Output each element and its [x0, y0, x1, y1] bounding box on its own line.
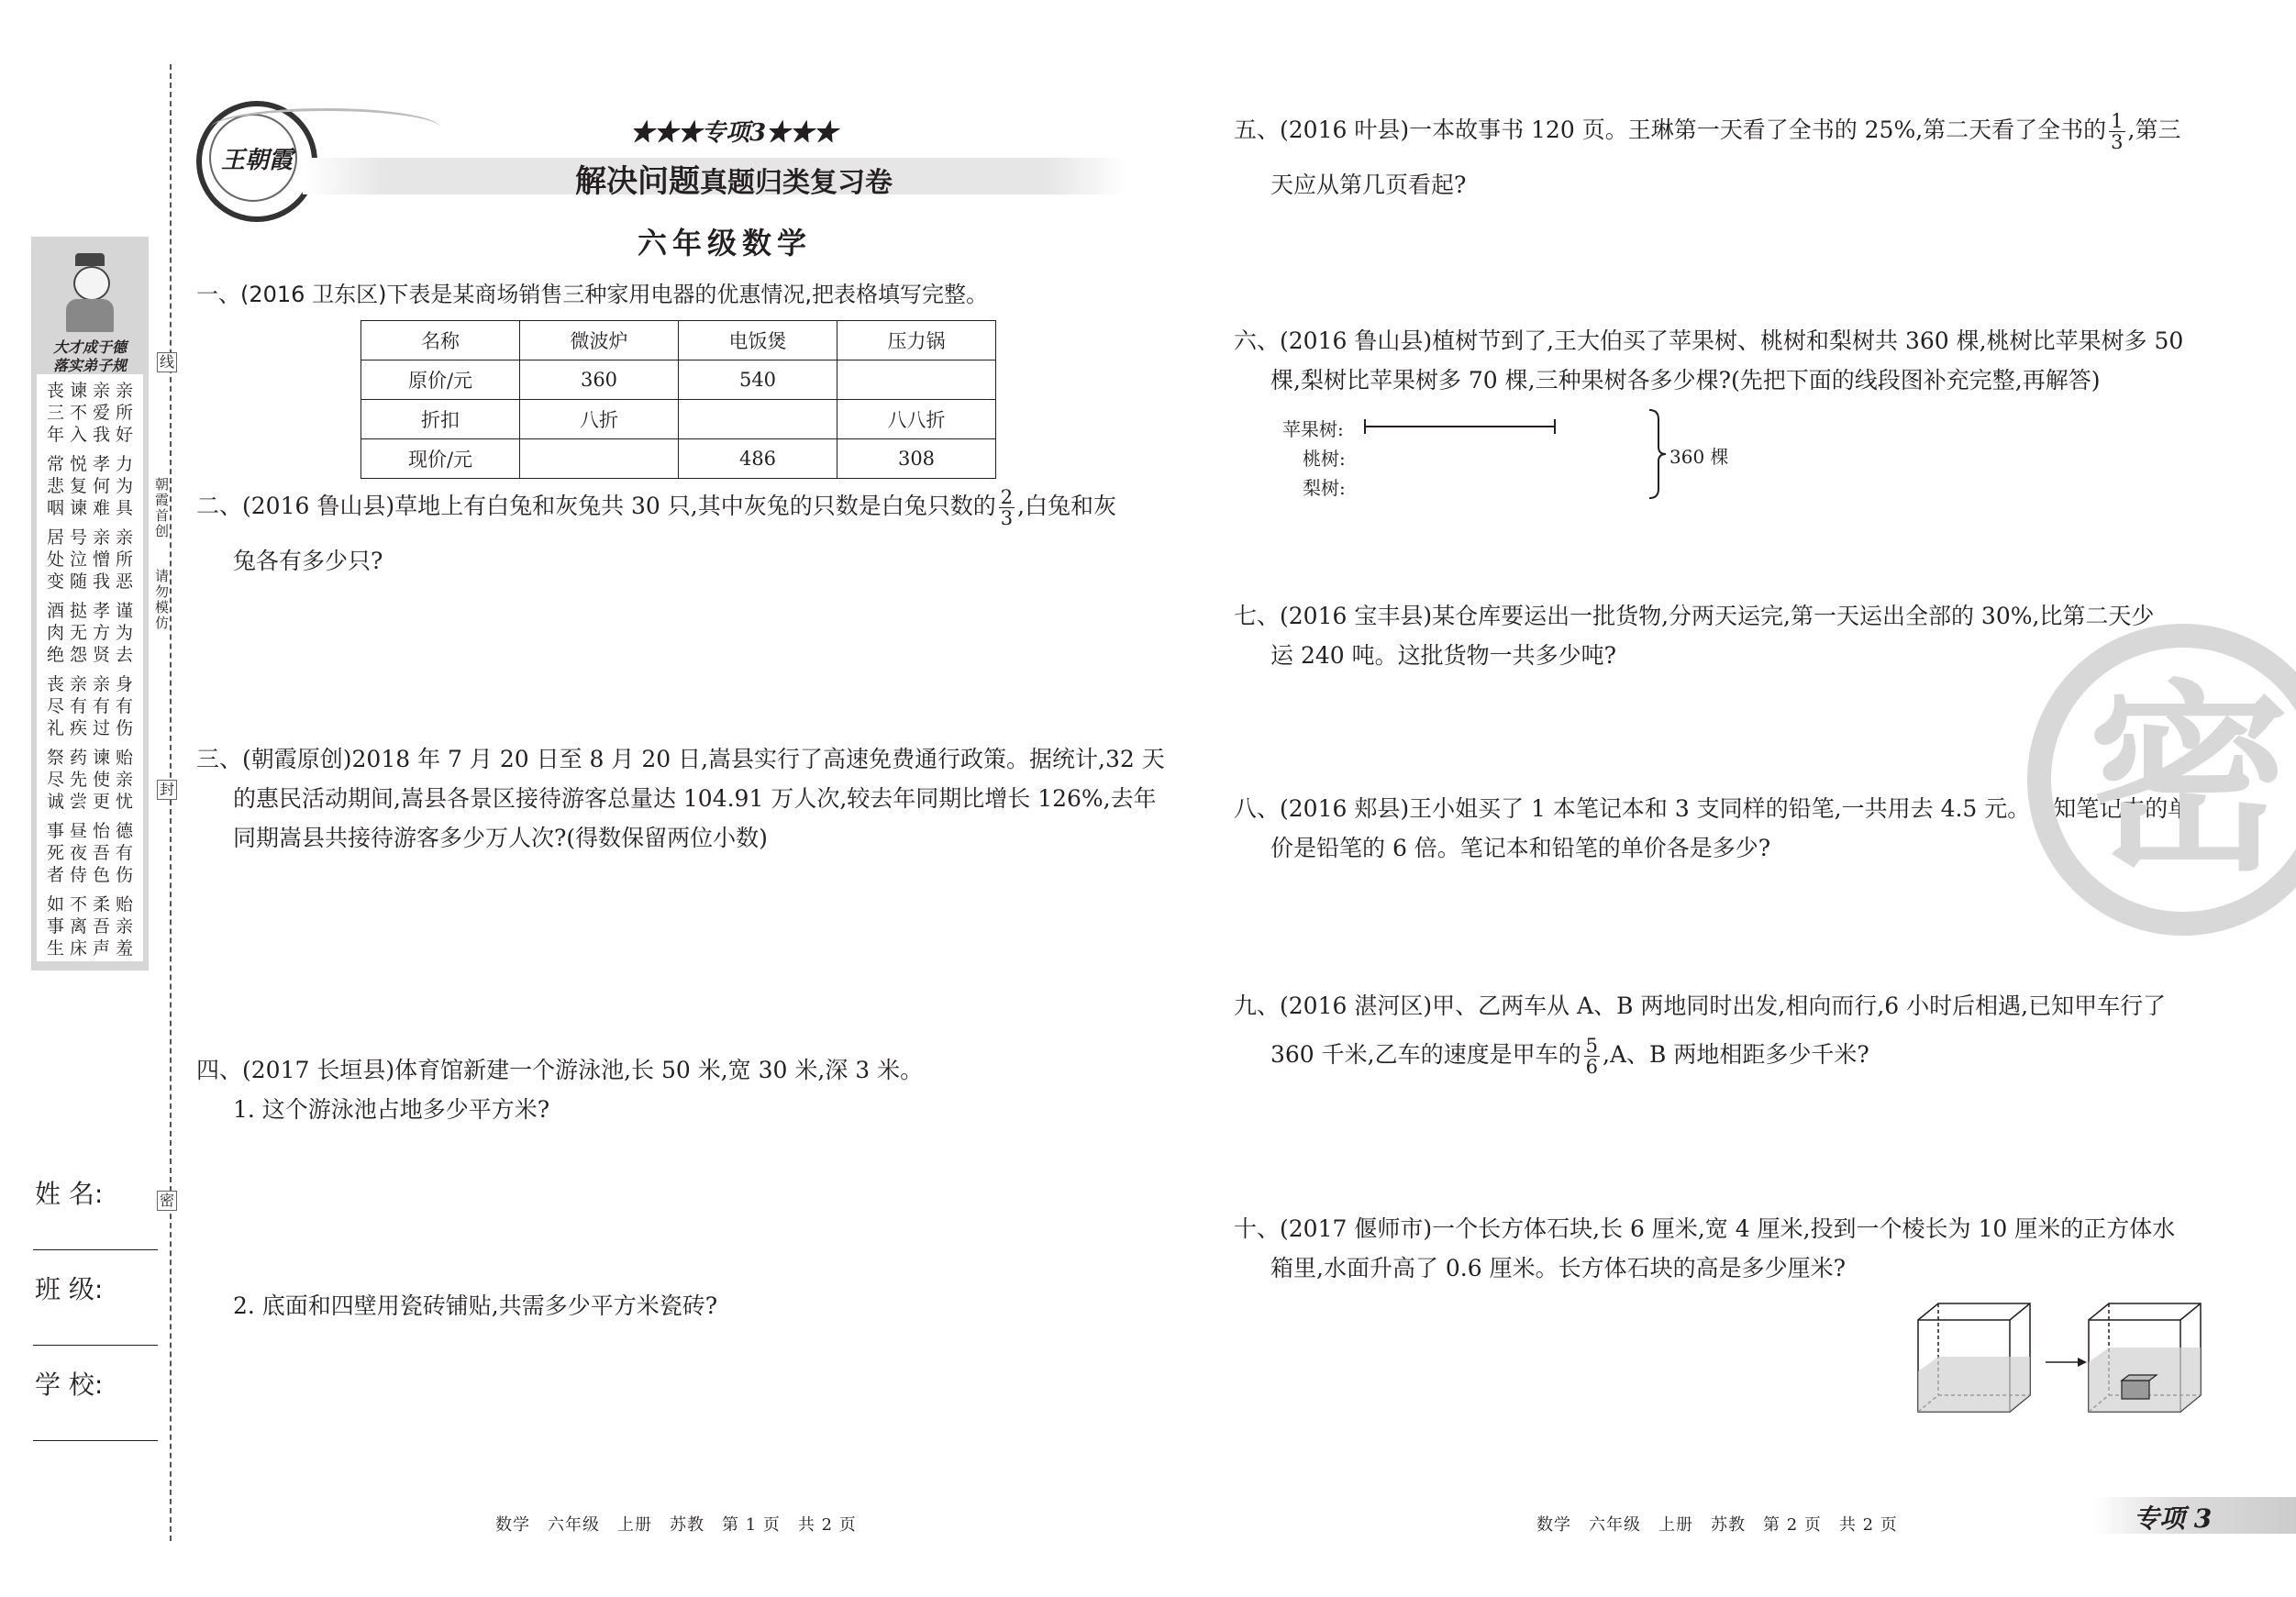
poem-char: 不: [69, 894, 87, 915]
poem-char: 夜: [69, 843, 87, 863]
poem-char: 随: [69, 571, 87, 592]
poem-char: 悲: [46, 476, 64, 496]
question-4-sub2: 2. 底面和四壁用瓷砖铺贴,共需多少平方米瓷砖?: [233, 1292, 718, 1319]
table-row: [361, 400, 996, 439]
poem-block: [44, 747, 136, 813]
poem-char: 德: [115, 821, 133, 841]
scholar-figure-icon: [62, 253, 117, 334]
copyright-vertical-2: 请勿模仿: [153, 569, 170, 631]
question-4-head: 四、(2017 长垣县)体育馆新建一个游泳池,长 50 米,宽 30 米,深 3 米。: [196, 1057, 924, 1083]
table-cell: 540: [679, 360, 837, 400]
poem-char: 有: [115, 843, 133, 863]
poem-char: 忧: [115, 792, 133, 812]
poem-char: 谏: [69, 498, 87, 518]
poem-char: 孝: [92, 601, 110, 621]
poem-block: [44, 380, 136, 446]
poem-char: 者: [46, 865, 64, 885]
question-8-line2: 价是铅笔的 6 倍。笔记本和铅笔的单价各是多少?: [1270, 835, 1771, 861]
title-rest: 真题归类复习卷: [700, 167, 893, 199]
class-field[interactable]: [33, 1345, 158, 1346]
poem-char: 去: [115, 645, 133, 665]
question-5-line2: 天应从第几页看起?: [1270, 172, 1467, 198]
poem-char: 羞: [115, 938, 133, 959]
question-5: [1234, 110, 2180, 152]
class-label: 班 级:: [35, 1274, 104, 1304]
poem-char: 丧: [46, 381, 64, 401]
poem-block: [44, 673, 136, 739]
total-brace: [1649, 410, 1666, 498]
poem-block: [44, 453, 136, 519]
table-cell: 微波炉: [520, 321, 679, 360]
poem-char: 尽: [46, 770, 64, 790]
table-cell: 486: [679, 439, 837, 479]
poem-char: 肉: [46, 623, 64, 643]
table-row: [361, 360, 996, 400]
question-10-line2: 箱里,水面升高了 0.6 厘米。长方体石块的高是多少厘米?: [1270, 1255, 1847, 1281]
poem-char: 入: [69, 425, 87, 445]
question-9: [1270, 1035, 1869, 1077]
poem-char: 诚: [46, 792, 64, 812]
poem-char: 先: [69, 770, 87, 790]
question-9-text-b: ,A、B 两地相距多少千米?: [1603, 1041, 1869, 1068]
question-2-fraction: [999, 487, 1015, 528]
poem-char: 伤: [115, 718, 133, 738]
poem-char: 更: [92, 792, 110, 812]
header-swoosh: [211, 108, 440, 148]
poem-char: 泣: [69, 549, 87, 570]
poem-char: 亲: [115, 527, 133, 548]
poem-char: 怡: [92, 821, 110, 841]
question-5-text-a: 五、(2016 叶县)一本故事书 120 页。王琳第一天看了全书的 25%,第二天看了全书的: [1234, 116, 2107, 143]
table-cell: 压力锅: [837, 321, 996, 360]
school-label: 学 校:: [35, 1370, 104, 1400]
table-cell: 名称: [361, 321, 520, 360]
question-10-line1: 十、(2017 偃师市)一个长方体石块,长 6 厘米,宽 4 厘米,投到一个棱长为 10 厘米的正方体水: [1234, 1215, 2176, 1242]
poem-char: 号: [69, 527, 87, 548]
poem-block: [44, 820, 136, 886]
poem-char: 疾: [69, 718, 87, 738]
poem-char: 药: [69, 748, 87, 768]
poem-char: 贻: [115, 748, 133, 768]
table-cell: [679, 400, 837, 439]
poem-char: 所: [115, 403, 133, 423]
fraction-denominator: 6: [1585, 1056, 1598, 1078]
water-tank-diagram: [1913, 1298, 2215, 1417]
poem-char: 吾: [92, 843, 110, 863]
page-title: [541, 156, 926, 201]
poem-char: 亲: [69, 674, 87, 694]
poem-char: 丧: [46, 674, 64, 694]
poem-char: 亲: [115, 381, 133, 401]
copyright-vertical: 朝霞首创: [153, 477, 170, 539]
poem-char: 伤: [115, 865, 133, 885]
poem-char: 色: [92, 865, 110, 885]
seal-char: 密: [2088, 663, 2290, 898]
brand-name: 王朝霞: [220, 147, 293, 174]
section-tab: [2093, 1497, 2296, 1534]
question-1-head: 一、(2016 卫东区)下表是某商场销售三种家用电器的优惠情况,把表格填写完整。: [196, 282, 989, 307]
poem-char: 憎: [92, 549, 110, 570]
question-9-text-a: 360 千米,乙车的速度是甲车的: [1270, 1041, 1581, 1068]
question-2: [196, 486, 1116, 528]
water-before: [1918, 1357, 2030, 1412]
question-5-fraction: [2109, 111, 2124, 152]
poem-char: 常: [46, 454, 64, 474]
poem-char: 悦: [69, 454, 87, 474]
poem-char: 如: [46, 894, 64, 915]
poem-char: 亲: [92, 674, 110, 694]
fraction-numerator: 5: [1585, 1035, 1598, 1057]
poem-char: 尽: [46, 696, 64, 716]
poem-char: 力: [115, 454, 133, 474]
section-tab-label: 专项 3: [2134, 1503, 2213, 1534]
table-cell: 现价/元: [361, 439, 520, 479]
table-row: [361, 439, 996, 479]
peach-tree-label: 桃树:: [1303, 448, 1346, 470]
poem-char: 酒: [46, 601, 64, 621]
arrow-head: [2078, 1358, 2087, 1367]
poem-char: 床: [69, 938, 87, 959]
poem-char: 亲: [115, 770, 133, 790]
discount-table: [360, 320, 996, 479]
poem-char: 爱: [92, 403, 110, 423]
poem-char: 年: [46, 425, 64, 445]
poem-char: 柔: [92, 894, 110, 915]
question-6-line2: 棵,梨树比苹果树多 70 棵,三种果树各多少棵?(先把下面的线段图补充完整,再解答): [1270, 367, 2101, 394]
seal-watermark: [2027, 624, 2296, 936]
question-7-line1: 七、(2016 宝丰县)某仓库要运出一批货物,分两天运完,第一天运出全部的 30%,比第二天少: [1234, 603, 2155, 629]
fold-label-seal: 封: [157, 780, 177, 800]
question-9-line1: 九、(2016 湛河区)甲、乙两车从 A、B 两地同时出发,相向而行,6 小时后相遇,已知甲车行了: [1234, 993, 2167, 1019]
table-cell: [520, 439, 679, 479]
table-cell: 原价/元: [361, 360, 520, 400]
poem-char: 处: [46, 549, 64, 570]
poem-block: [44, 600, 136, 666]
poem-block: [44, 893, 136, 959]
title-bold: 解决问题: [575, 163, 700, 200]
school-field[interactable]: [33, 1440, 158, 1441]
question-4-sub1: 1. 这个游泳池占地多少平方米?: [233, 1096, 550, 1123]
apple-tree-label: 苹果树:: [1282, 418, 1344, 440]
motto-line1: 大才成于德: [52, 338, 127, 356]
poem-char: 贤: [92, 645, 110, 665]
question-8-line1: 八、(2016 郏县)王小姐买了 1 本笔记本和 3 支同样的铅笔,一共用去 4.5 元。已知笔记本的单: [1234, 795, 2191, 822]
stone-block: [2122, 1381, 2149, 1399]
poem-char: 过: [92, 718, 110, 738]
fold-line: [170, 64, 172, 1541]
table-cell: 折扣: [361, 400, 520, 439]
question-7-line2: 运 240 吨。这批货物一共多少吨?: [1270, 642, 1617, 669]
poem-char: 吾: [92, 916, 110, 937]
poem-char: 事: [46, 821, 64, 841]
table-cell: 360: [520, 360, 679, 400]
fraction-denominator: 3: [1000, 507, 1014, 529]
poem-char: 绝: [46, 645, 64, 665]
question-9-fraction: [1584, 1036, 1600, 1077]
poem-char: 恶: [115, 571, 133, 592]
question-2-line2: 兔各有多少只?: [233, 548, 383, 574]
poem-char: 谏: [92, 748, 110, 768]
poem-char: 何: [92, 476, 110, 496]
fraction-numerator: 2: [1000, 486, 1014, 508]
table-cell: 八折: [520, 400, 679, 439]
poem-char: 方: [92, 623, 110, 643]
table-cell: [837, 360, 996, 400]
poem-char: 事: [46, 916, 64, 937]
poem-char: 声: [92, 938, 110, 959]
poem-char: 有: [92, 696, 110, 716]
question-3-line3: 同期嵩县共接待游客多少万人次?(得数保留两位小数): [233, 825, 768, 851]
poem-char: 有: [115, 696, 133, 716]
poem-char: 所: [115, 549, 133, 570]
poem-char: 谏: [69, 381, 87, 401]
fraction-numerator: 1: [2111, 110, 2124, 132]
poem-char: 礼: [46, 718, 64, 738]
question-3-line2: 的惠民活动期间,嵩县各景区接待游客总量达 104.91 万人次,较去年同期比增长 126%,去年: [233, 785, 1157, 812]
poem-char: 贻: [115, 894, 133, 915]
poem-char: 我: [92, 425, 110, 445]
table-cell: 308: [837, 439, 996, 479]
question-6-line1: 六、(2016 鲁山县)植树节到了,王大伯买了苹果树、桃树和梨树共 360 棵,桃树比苹果树多 50: [1234, 327, 2184, 354]
total-trees-label: 360 棵: [1669, 446, 1729, 468]
pear-tree-label: 梨树:: [1303, 477, 1346, 499]
poem-char: 为: [115, 623, 133, 643]
poem-char: 有: [69, 696, 87, 716]
poem-char: 亲: [92, 381, 110, 401]
poem-char: 离: [69, 916, 87, 937]
table-cell: 电饭煲: [679, 321, 837, 360]
table-cell: 八八折: [837, 400, 996, 439]
fraction-denominator: 3: [2111, 131, 2124, 153]
table-row: [361, 321, 996, 360]
poem-char: 无: [69, 623, 87, 643]
poem-char: 我: [92, 571, 110, 592]
poem-block: [44, 527, 136, 593]
series-label: ★★★专项3★★★: [629, 119, 838, 147]
footer-left: 数学 六年级 上册 苏教 第 1 页 共 2 页: [495, 1515, 857, 1535]
poem-char: 难: [92, 498, 110, 518]
poem-char: 使: [92, 770, 110, 790]
poem-char: 身: [115, 674, 133, 694]
question-5-text-b: ,第三: [2127, 116, 2181, 143]
question-2-text-a: 二、(2016 鲁山县)草地上有白兔和灰兔共 30 只,其中灰兔的只数是白兔只数的: [196, 493, 996, 519]
poem-char: 怨: [69, 645, 87, 665]
name-field[interactable]: [33, 1249, 158, 1250]
poem-char: 为: [115, 476, 133, 496]
poem-char: 好: [115, 425, 133, 445]
question-2-text-b: ,白兔和灰: [1017, 493, 1117, 519]
poem-char: 昼: [69, 821, 87, 841]
poem-char: 复: [69, 476, 87, 496]
question-3-line1: 三、(朝霞原创)2018 年 7 月 20 日至 8 月 20 日,嵩县实行了高速免费通行政策。据统计,32 天: [196, 746, 1165, 772]
poem-char: 不: [69, 403, 87, 423]
poem-char: 三: [46, 403, 64, 423]
footer-right: 数学 六年级 上册 苏教 第 2 页 共 2 页: [1536, 1515, 1898, 1535]
poem-char: 亲: [115, 916, 133, 937]
poem-char: 亲: [92, 527, 110, 548]
poem-char: 谨: [115, 601, 133, 621]
poem-char: 尝: [69, 792, 87, 812]
name-label: 姓 名:: [35, 1179, 104, 1209]
page-subtitle: 六年级数学: [637, 226, 812, 261]
poem-char: 挞: [69, 601, 87, 621]
poem-char: 生: [46, 938, 64, 959]
poem-char: 变: [46, 571, 64, 592]
poem-char: 咽: [46, 498, 64, 518]
fold-label-line: 线: [157, 352, 177, 372]
poem-char: 居: [46, 527, 64, 548]
poem-char: 具: [115, 498, 133, 518]
poem-char: 侍: [69, 865, 87, 885]
poem-char: 死: [46, 843, 64, 863]
fold-label-secret: 密: [157, 1191, 177, 1211]
poem-char: 孝: [92, 454, 110, 474]
poem-char: 祭: [46, 748, 64, 768]
motto-line2: 落实弟子规: [52, 357, 127, 374]
